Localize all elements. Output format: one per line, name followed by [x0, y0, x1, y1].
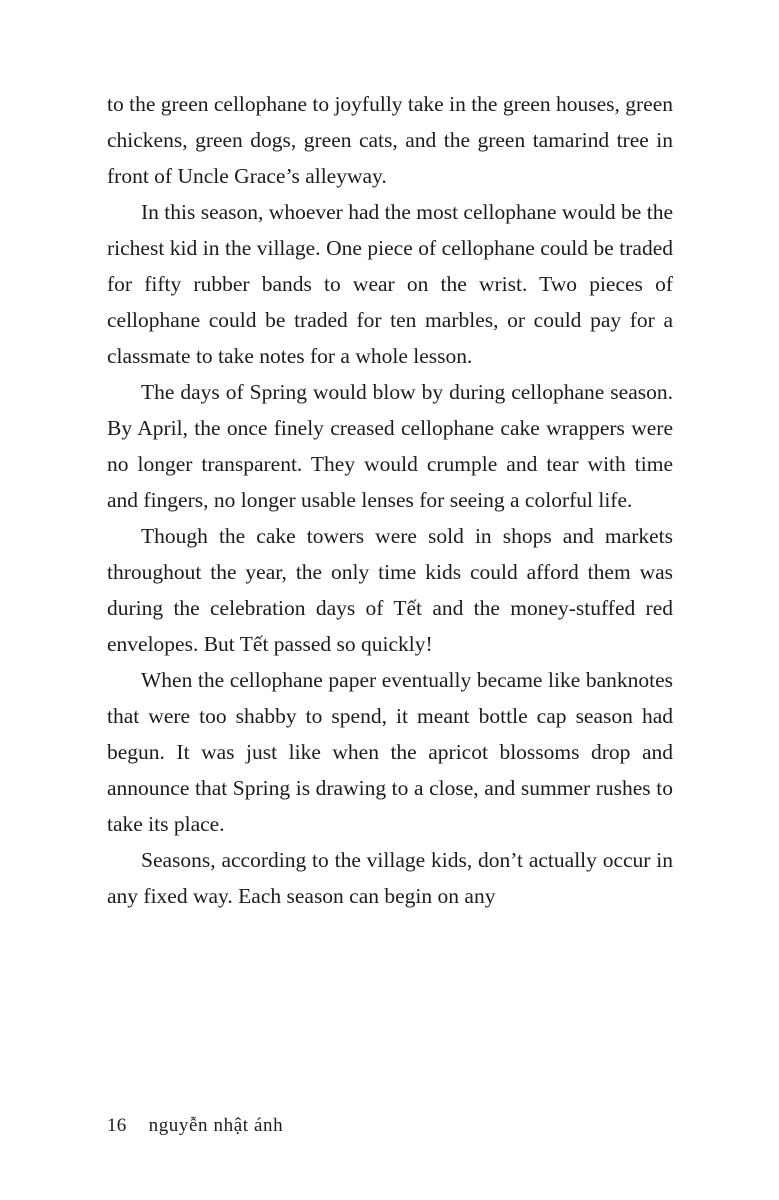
paragraph: In this season, whoever had the most cellophane would be the richest kid in the village. One piece of cellophane could be traded for fifty rubber bands to wear on the wrist. Two pieces of cellophane could be traded for ten marbles, or could pay for a classmate to take notes for a whole lesson.: [107, 200, 673, 368]
page-footer: [107, 1113, 673, 1139]
paragraph: The days of Spring would blow by during cellophane season. By April, the once finely creased cellophane cake wrappers were no longer transparent. They would crumple and tear with time and fingers, no longer usable lenses for seeing a colorful life.: [107, 380, 673, 512]
paragraph: When the cellophane paper eventually became like banknotes that were too shabby to spend, it meant bottle cap season had begun. It was just like when the apricot blossoms drop and announce that Spring is drawing to a close, and summer rushes to take its place.: [107, 668, 673, 836]
paragraph: Seasons, according to the village kids, don’t actually occur in any fixed way. Each season can begin on any: [107, 848, 673, 908]
page-number: 16: [107, 1115, 127, 1136]
running-footer-author: nguyễn nhật ánh: [148, 1115, 284, 1136]
paragraph: Though the cake towers were sold in shops and markets throughout the year, the only time kids could afford them was during the celebration days of Tết and the money-stuffed red envelopes. But Tết passed so quickly!: [107, 524, 673, 656]
paragraph: to the green cellophane to joyfully take in the green houses, green chickens, green dogs, green cats, and the green tamarind tree in front of Uncle Grace’s alleyway.: [107, 92, 673, 188]
body-text: [107, 86, 673, 914]
